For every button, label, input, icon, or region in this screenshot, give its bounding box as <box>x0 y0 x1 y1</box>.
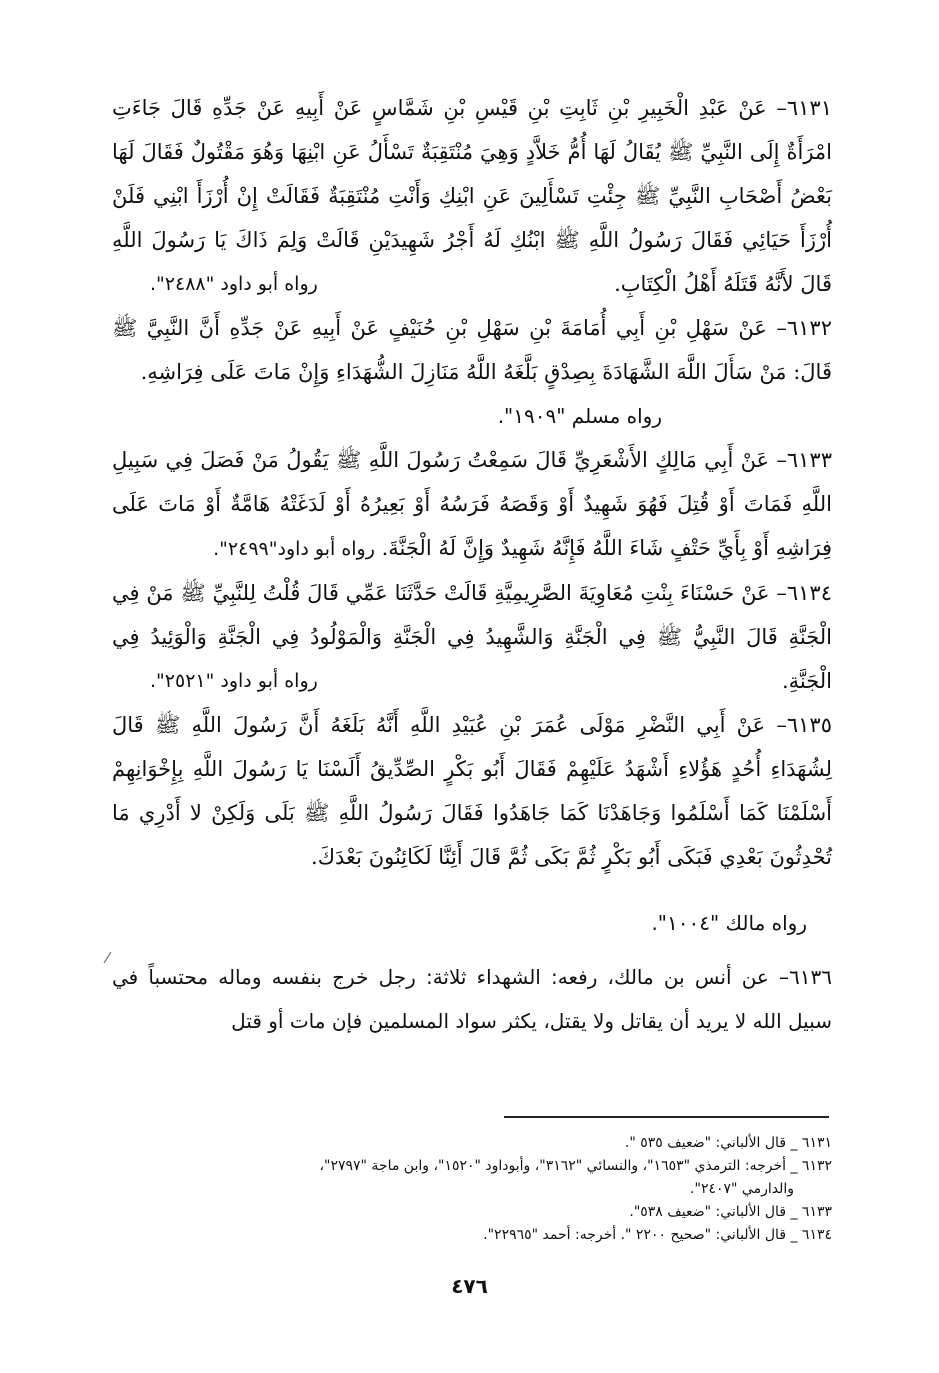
hadith-6131 <box>112 86 832 306</box>
hadith-6133 <box>112 438 832 571</box>
hadith-source: رواه أبو داود"٢٤٩٩". <box>213 538 375 560</box>
hadith-number: ٦١٣٣ <box>786 448 832 472</box>
hadith-text: – عَنْ عَبْدِ الْخَبِيرِ بْنِ ثَابِتِ بْنِ قَيْسِ بْنِ شَمَّاسٍ عَنْ أَبِيهِ عَنْ جَدِّهِ قَالَ جَاءَتِ امْرَأَةٌ إِلَى النَّبِيِّ ﷺ يُقَالُ لَهَا أُمُّ خَلاَّدٍ وَهِيَ مُنْتَقِبَةٌ تَسْأَلُ عَنِ ابْنِهَا وَهُوَ مَقْتُولٌ فَقَالَ لَهَا بَعْضُ أَصْحَابِ النَّبِيِّ ﷺ جِئْتِ تَسْأَلِينَ عَنِ ابْنِكِ وَأَنْتِ مُنْتَقِبَةٌ فَقَالَتْ إِنْ أُرْزَأَ ابْنِي فَلَنْ أُرْزَأَ حَيَائِي فَقَالَ رَسُولُ اللَّهِ ﷺ ابْنُكِ لَهُ أَجْرُ شَهِيدَيْنِ قَالَتْ وَلِمَ ذَاكَ يَا رَسُولَ اللَّهِ قَالَ لأَنَّهُ قَتَلَهُ أَهْلُ الْكِتَابِ. <box>112 96 832 296</box>
hadith-number: ٦١٣١ <box>786 96 832 120</box>
hadith-source: رواه أبو داود "٢٤٨٨". <box>150 273 318 295</box>
hadith-text: – عَنْ سَهْلِ بْنِ أَبِي أُمَامَةَ بْنِ سَهْلِ بْنِ حُنَيْفٍ عَنْ أَبِيهِ عَنْ جَدِّهِ أَنَّ النَّبِيَّ ﷺ قَالَ: مَنْ سَأَلَ اللَّهَ الشَّهَادَةَ بِصِدْقٍ بَلَّغَهُ اللَّهُ مَنَازِلَ الشُّهَدَاءِ وَإِنْ مَاتَ عَلَى فِرَاشِهِ. <box>112 316 832 384</box>
footnotes <box>112 1132 832 1247</box>
hadith-number: ٦١٣٥ <box>786 713 832 737</box>
footnote-6131: ٦١٣١ _ قال الألباني: "ضعيف ٥٣٥ ". <box>624 1135 832 1151</box>
hadith-text: – عن أنس بن مالك، رفعه: الشهداء ثلاثة: رجل خرج بنفسه وماله محتسباً في سبيل الله لا يريد أن يقاتل ولا يقتل، يكثر سواد المسلمين فإن مات أو قتل <box>112 965 832 1033</box>
hadith-6134 <box>112 571 832 703</box>
footnote-divider <box>504 1116 829 1118</box>
stray-pen-mark <box>103 950 113 964</box>
hadith-text: – عَنْ أَبِي مَالِكٍ الأَشْعَرِيِّ قَالَ سَمِعْتُ رَسُولَ اللَّهِ ﷺ يَقُولُ مَنْ فَصَلَ فِي سَبِيلِ اللَّهِ فَمَاتَ أَوْ قُتِلَ فَهُوَ شَهِيدٌ أَوْ وَقَصَهُ فَرَسُهُ أَوْ بَعِيرُهُ أَوْ لَدَغَتْهُ هَامَّةٌ أَوْ مَاتَ عَلَى فِرَاشِهِ أَوْ بِأَيِّ حَتْفٍ شَاءَ اللَّهُ فَإِنَّهُ شَهِيدٌ وَإِنَّ لَهُ الْجَنَّةَ. <box>112 448 832 560</box>
main-text <box>112 86 832 1043</box>
footnote-6132: ٦١٣٢ _ أخرجه: الترمذي "١٦٥٣"، والنسائي "٣١٦٢"، وأبوداود "١٥٢٠"، وابن ماجة "٢٧٩٧"، <box>319 1158 832 1174</box>
hadith-6136 <box>112 955 832 1043</box>
hadith-6132 <box>112 306 832 394</box>
footnote-6132-continued: والدارمي "٢٤٠٧". <box>690 1181 794 1197</box>
page-number: ٤٧٦ <box>451 1274 488 1298</box>
hadith-text: – عَنْ أَبِي النَّضْرِ مَوْلَى عُمَرَ بْنِ عُبَيْدِ اللَّهِ أَنَّهُ بَلَغَهُ أَنَّ رَسُولَ اللَّهِ ﷺ قَالَ لِشُهَدَاءِ أُحُدٍ هَؤُلاءِ أَشْهَدُ عَلَيْهِمْ فَقَالَ أَبُو بَكْرٍ الصِّدِّيقُ أَلَسْنَا يَا رَسُولَ اللَّهِ بِإِخْوَانِهِمْ أَسْلَمْنَا كَمَا أَسْلَمُوا وَجَاهَدْنَا كَمَا جَاهَدُوا فَقَالَ رَسُولُ اللَّهِ ﷺ بَلَى وَلَكِنْ لا أَدْرِي مَا تُحْدِثُونَ بَعْدِي فَبَكَى أَبُو بَكْرٍ ثُمَّ بَكَى ثُمَّ قَالَ أَئِنَّا لَكَائِنُونَ بَعْدَكَ. <box>112 713 832 869</box>
footnote-6133: ٦١٣٣ _ قال الألباني: "ضعيف ٥٣٨". <box>629 1204 832 1220</box>
hadith-number: ٦١٣٤ <box>786 581 832 605</box>
hadith-number: ٦١٣٢ <box>786 316 832 340</box>
hadith-text: – عَنْ حَسْنَاءَ بِنْتِ مُعَاوِيَةَ الصَّرِيمِيَّةِ قَالَتْ حَدَّثَنَا عَمِّي قَالَ قُلْتُ لِلنَّبِيِّ ﷺ مَنْ فِي الْجَنَّةِ قَالَ النَّبِيُّ ﷺ فِي الْجَنَّةِ وَالشَّهِيدُ فِي الْجَنَّةِ وَالْمَوْلُودُ فِي الْجَنَّةِ وَالْوَئِيدُ فِي الْجَنَّةِ. <box>112 581 832 693</box>
footnote-6134: ٦١٣٤ _ قال الألباني: "صحيح ٢٢٠٠ ". أخرجه: أحمد "٢٢٩٦٥". <box>483 1227 832 1243</box>
hadith-6135 <box>112 703 832 879</box>
hadith-source: رواه أبو داود "٢٥٢١". <box>150 670 318 692</box>
hadith-source: رواه مالك "١٠٠٤". <box>651 911 807 935</box>
hadith-source: رواه مسلم "١٩٠٩". <box>497 404 662 428</box>
hadith-number: ٦١٣٦ <box>789 965 832 989</box>
